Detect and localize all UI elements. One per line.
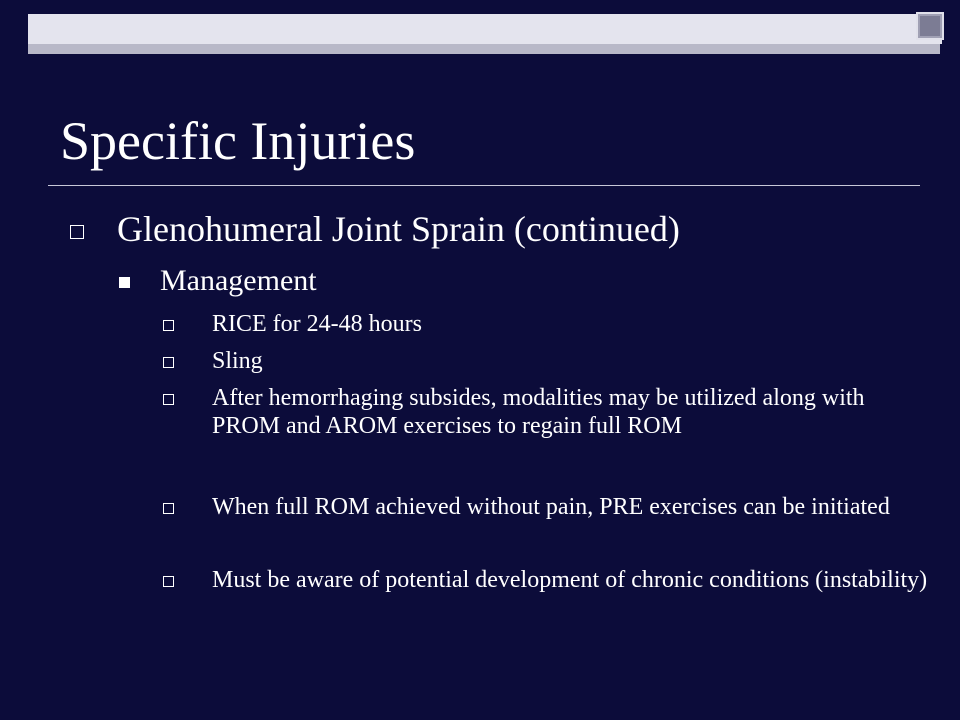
- top-decorative-bar-shadow: [28, 44, 940, 54]
- title-divider: [48, 185, 920, 186]
- level2-bullet-text: Management: [160, 264, 317, 297]
- hollow-square-bullet-icon: [163, 357, 174, 368]
- hollow-square-bullet-icon: [163, 320, 174, 331]
- level3-bullet-text: RICE for 24-48 hours: [212, 311, 422, 337]
- filled-square-bullet-icon: [119, 277, 130, 288]
- level1-bullet-text: Glenohumeral Joint Sprain (continued): [117, 209, 680, 249]
- hollow-square-bullet-icon: [163, 503, 174, 514]
- level3-bullet-text: Must be aware of potential development of chronic conditions (instability): [212, 567, 928, 593]
- hollow-square-bullet-icon: [163, 576, 174, 587]
- level3-bullet-text: When full ROM achieved without pain, PRE exercises can be initiated: [212, 494, 890, 520]
- top-decorative-bar: [28, 14, 942, 44]
- level3-bullet-text: Sling: [212, 348, 263, 374]
- level3-bullet-text: After hemorrhaging subsides, modalities may be utilized along with PROM and AROM exercises to regain full ROM: [212, 385, 865, 439]
- hollow-square-bullet-icon: [163, 394, 174, 405]
- corner-square-inner-decoration: [920, 16, 940, 36]
- slide-title: Specific Injuries: [60, 111, 416, 171]
- hollow-square-bullet-icon: [70, 225, 84, 239]
